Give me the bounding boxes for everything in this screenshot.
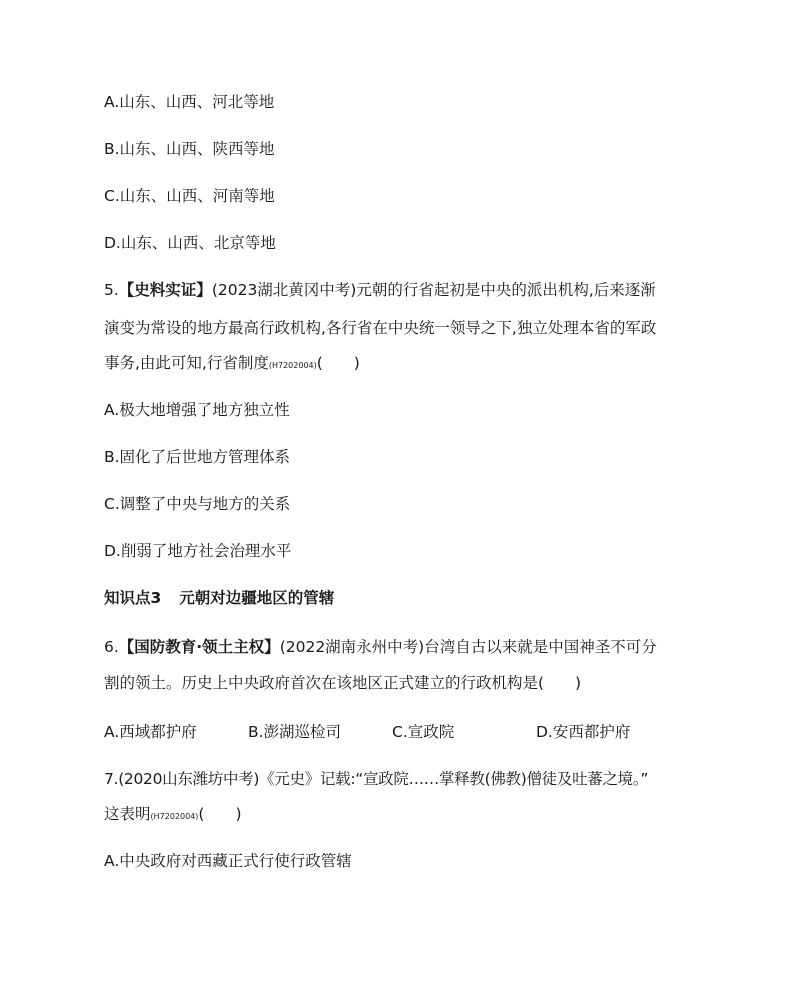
q6-option-b: B.澎湖巡检司 bbox=[248, 723, 342, 741]
section-heading bbox=[104, 588, 334, 608]
q4-option-b: B.山东、山西、陕西等地 bbox=[104, 140, 275, 158]
q5-option-c: C.调整了中央与地方的关系 bbox=[104, 495, 291, 513]
q5-answer-blank: ( ) bbox=[316, 354, 360, 372]
q6-stem-text: (2022湖南永州中考)台湾自古以来就是中国神圣不可分 bbox=[279, 638, 657, 656]
q5-option-b: B.固化了后世地方管理体系 bbox=[104, 448, 291, 466]
section-title: 元朝对边疆地区的管辖 bbox=[179, 589, 335, 607]
q4-option-d: D.山东、山西、北京等地 bbox=[104, 234, 276, 252]
q5-number: 5. bbox=[104, 281, 119, 299]
q5-stem-text: (2023湖北黄冈中考)元朝的行省起初是中央的派出机构,后来逐渐 bbox=[211, 281, 656, 299]
q5-stem-line3 bbox=[104, 353, 360, 376]
q6-option-a: A.西域都护府 bbox=[104, 723, 197, 741]
q5-stem-text-end: 事务,由此可知,行省制度 bbox=[104, 354, 269, 372]
q7-code: (H7202004) bbox=[150, 812, 199, 821]
q6-tag: 【国防教育·领土主权】 bbox=[118, 638, 280, 656]
q5-option-a: A.极大地增强了地方独立性 bbox=[104, 401, 290, 419]
q7-stem-line2 bbox=[104, 804, 242, 827]
q7-answer-blank: ( ) bbox=[198, 805, 242, 823]
q6-stem-line1 bbox=[104, 637, 657, 657]
q5-tag: 【史料实证】 bbox=[118, 281, 212, 299]
q5-code: (H7202004) bbox=[268, 361, 317, 370]
q4-option-c: C.山东、山西、河南等地 bbox=[104, 187, 275, 205]
section-label: 知识点3 bbox=[104, 589, 162, 607]
q6-option-c: C.宣政院 bbox=[392, 723, 455, 741]
q4-option-a: A.山东、山西、河北等地 bbox=[104, 93, 275, 111]
q7-stem-line1: 7.(2020山东潍坊中考)《元史》记载:“宣政院……掌释教(佛教)僧徒及吐蕃之境。” bbox=[104, 770, 649, 788]
q7-stem-text-end: 这表明 bbox=[104, 805, 151, 823]
q5-stem-line1 bbox=[104, 280, 656, 300]
q6-stem-line2: 割的领土。历史上中央政府首次在该地区正式建立的行政机构是( ) bbox=[104, 674, 582, 692]
q6-options-row bbox=[104, 720, 664, 740]
q7-option-a: A.中央政府对西藏正式行使行政管辖 bbox=[104, 852, 352, 870]
q5-stem-line2: 演变为常设的地方最高行政机构,各行省在中央统一领导之下,独立处理本省的军政 bbox=[104, 319, 657, 337]
q5-option-d: D.削弱了地方社会治理水平 bbox=[104, 542, 292, 560]
q6-number: 6. bbox=[104, 638, 119, 656]
q6-option-d: D.安西都护府 bbox=[536, 723, 631, 741]
